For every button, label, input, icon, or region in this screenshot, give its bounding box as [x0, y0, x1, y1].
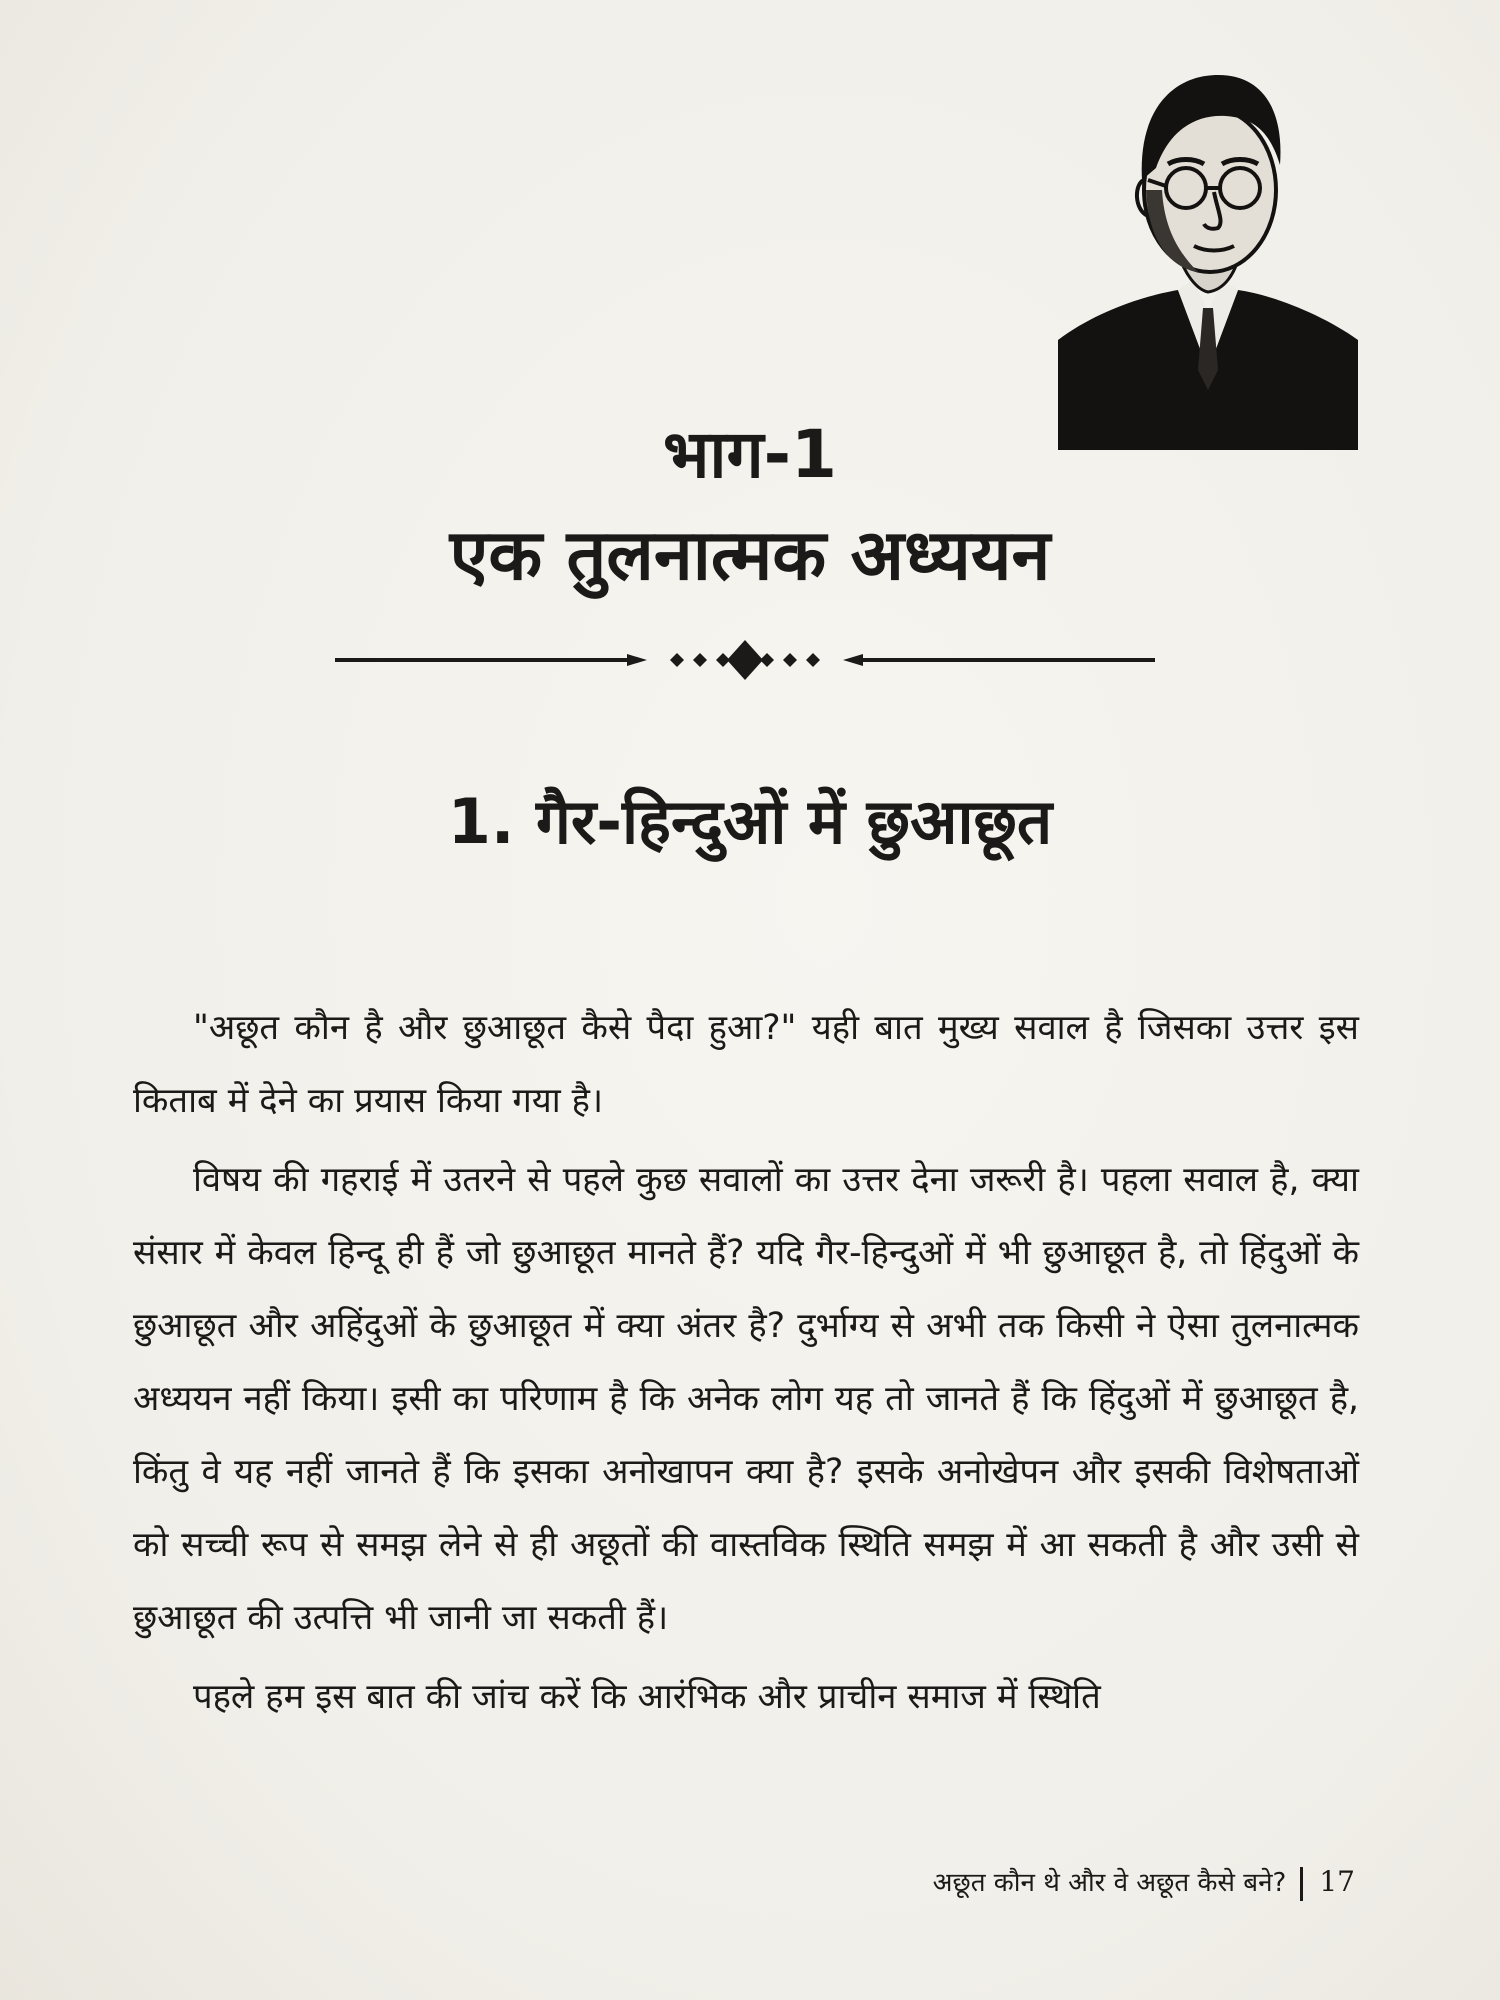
- body-text: [133, 992, 1359, 1740]
- page-number: 17: [1319, 1865, 1355, 1898]
- divider-center-diamond: [727, 640, 763, 680]
- divider-dot: [693, 653, 707, 667]
- part-title: एक तुलनात्मक अध्ययन: [449, 514, 1051, 596]
- chapter-title: 1. गैर-हिन्दुओं में छुआछूत: [447, 785, 1053, 858]
- footer-separator: [1300, 1867, 1303, 1901]
- page-footer: [933, 1862, 1355, 1903]
- divider-dot: [806, 653, 820, 667]
- divider-dot: [783, 653, 797, 667]
- divider-arrow-left: [627, 654, 647, 666]
- divider-dot: [670, 653, 684, 667]
- paragraph: पहले हम इस बात की जांच करें कि आरंभिक और प्राचीन समाज में स्थिति: [193, 1677, 1101, 1717]
- ornamental-divider: [335, 635, 1155, 685]
- portrait-illustration: [1058, 40, 1358, 450]
- paragraph: विषय की गहराई में उतरने से पहले कुछ सवालों का उत्तर देना जरूरी है। पहला सवाल है, क्या संसार में केवल हिन्दू ही हैं जो छुआछूत मानते हैं? यदि गैर-हिन्दुओं में भी छुआछूत है, तो हिंदुओं के छुआछूत और अहिंदुओं के छुआछूत में क्या अंतर है? दुर्भाग्य से अभी तक किसी ने ऐसा तुलनात्मक अध्ययन नहीं किया। इसी का परिणाम है कि अनेक लोग यह तो जानते हैं कि हिंदुओं में छुआछूत है, किंतु वे यह नहीं जानते हैं कि इसका अनोखापन क्या है? इसके अनोखेपन और इसकी विशेषताओं को सच्ची रूप से समझ लेने से ही अछूतों की वास्तविक स्थिति समझ में आ सकती है और उसी से छुआछूत की उत्पत्ति भी जानी जा सकती हैं।: [133, 1160, 1359, 1638]
- part-label: भाग-1: [663, 416, 837, 493]
- paragraph: "अछूत कौन है और छुआछूत कैसे पैदा हुआ?" यही बात मुख्य सवाल है जिसका उत्तर इस किताब में देने का प्रयास किया गया है।: [133, 1008, 1359, 1121]
- running-title: अछूत कौन थे और वे अछूत कैसे बने?: [932, 1868, 1287, 1898]
- divider-dot: [760, 653, 774, 667]
